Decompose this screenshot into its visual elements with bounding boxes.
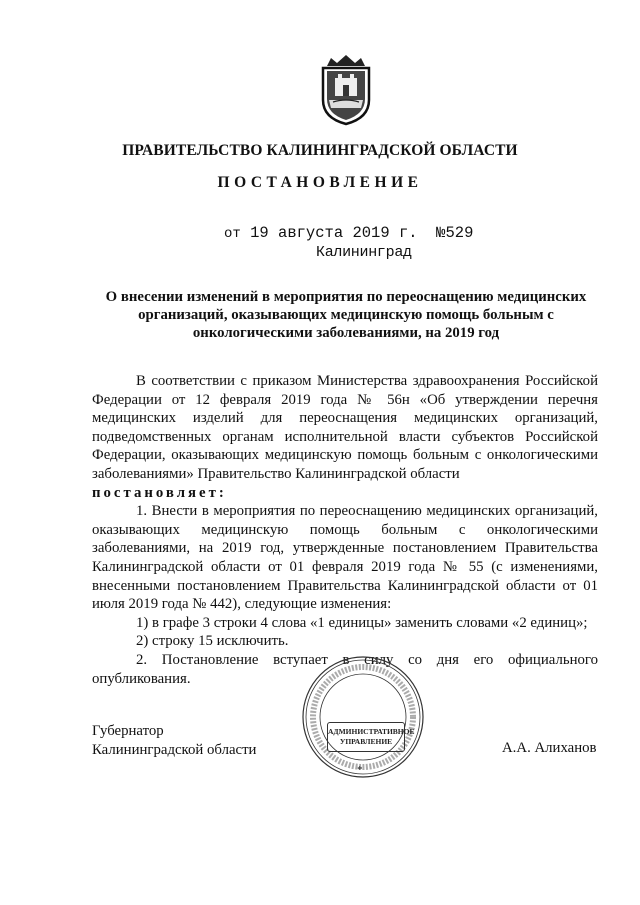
date-line (224, 224, 484, 242)
stamp-star: * (357, 764, 363, 776)
document-number: 529 (445, 224, 474, 242)
city: Калининград (316, 244, 412, 261)
official-stamp (301, 655, 425, 779)
preamble-text: В соответствии с приказом Министерства здравоохранения Российской Федерации от 12 февраля 2019 года № 56н «Об утверждении перечня медицинских изделий для переоснащения медицинских организаций, подведомственных органам исполнительной власти субъектов Российской Федерации, оказывающих медицинскую помощь больным с онкологическими заболеваниями» Правительство Калининградской области (92, 373, 598, 482)
signatory-name: А.А. Алиханов (502, 740, 597, 756)
document-type: ПОСТАНОВЛЕНИЕ (217, 174, 423, 191)
preamble-paragraph (92, 372, 598, 484)
date-prefix: от (224, 226, 241, 242)
item-1-1-paragraph: 1) в графе 3 строки 4 слова «1 единицы» заменить словами «2 единиц»; (136, 614, 588, 631)
decree-paragraph (92, 484, 598, 503)
decree-word: постановляет: (92, 484, 227, 501)
item-2-paragraph: 2. Постановление вступает в силу со дня его официального опубликования. (92, 651, 598, 687)
document-subject: О внесении изменений в мероприятия по переоснащению медицинских организаций, оказывающих медицинскую помощь больным с онкологическими заболеваниями, на 2019 год (105, 289, 587, 341)
stamp-box-line-2: УПРАВЛЕНИЕ (339, 737, 393, 746)
stamp-center-box (327, 722, 415, 752)
government-title: ПРАВИТЕЛЬСТВО КАЛИНИНГРАДСКОЙ ОБЛАСТИ (122, 142, 518, 159)
coat-of-arms-icon (317, 52, 375, 126)
number-prefix: № (436, 224, 446, 242)
stamp-box-line-1: АДМИНИСТРАТИВНОЕ (328, 727, 415, 736)
signatory-position-line-1: Губернатор (92, 723, 164, 739)
document-date: 19 августа 2019 г. (250, 224, 418, 242)
document-body (92, 372, 598, 688)
item-1-paragraph: 1. Внести в мероприятия по переоснащению медицинских организаций, оказывающих медицинскую помощь больным с онкологическими заболеваниями, на 2019 год, утвержденные постановлением Правительства Калининградской области от 01 февраля 2019 года № 55 (с изменениями, внесенными постановлением Правительства Калининградской области от 01 июля 2019 года № 442), следующие изменения: (92, 503, 598, 613)
item-1-2-paragraph: 2) строку 15 исключить. (136, 633, 289, 650)
signatory-position (92, 722, 256, 759)
signatory-position-line-2: Калининградской области (92, 741, 257, 758)
